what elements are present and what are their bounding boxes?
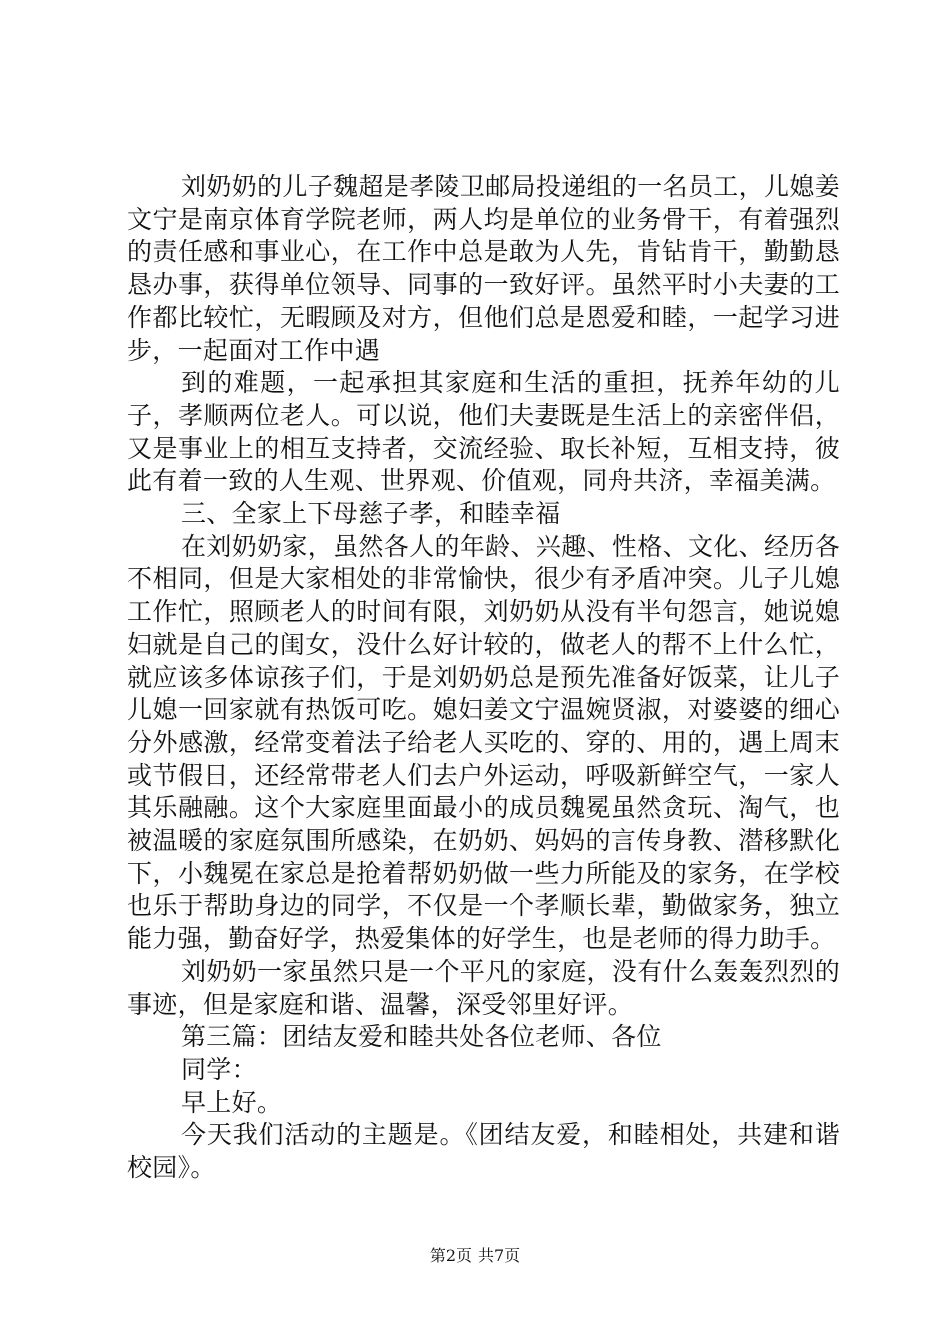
body-paragraph-2: 到的难题，一起承担其家庭和生活的重担，抚养年幼的儿子，孝顺两位老人。可以说，他们夫妻既是生活上的亲密伴侣，又是事业上的相互支持者，交流经验、取长补短，互相支持，彼此有着一致的人生观、世界观、价值观，同舟共济，幸福美满。 (127, 368, 840, 496)
body-paragraph-1: 刘奶奶的儿子魏超是孝陵卫邮局投递组的一名员工，儿媳姜文宁是南京体育学院老师，两人均是单位的业务骨干，有着强烈的责任感和事业心，在工作中总是敢为人先，肯钻肯干，勤勤恳恳办事，获得单位领导、同事的一致好评。虽然平时小夫妻的工作都比较忙，无暇顾及对方，但他们总是恩爱和睦，一起学习进步，一起面对工作中遇 (127, 172, 840, 365)
body-paragraph-5: 今天我们活动的主题是。《团结友爱，和睦相处，共建和谐校园》。 (127, 1120, 840, 1183)
page-number: 第2页 (429, 1246, 472, 1265)
page-footer (0, 1246, 950, 1266)
greeting: 早上好。 (181, 1087, 283, 1117)
salutation: 同学： (181, 1054, 257, 1084)
chapter-heading: 第三篇：团结友爱和睦共处各位老师、各位 (181, 1022, 662, 1052)
section-heading: 三、全家上下母慈子孝，和睦幸福 (181, 499, 561, 529)
page-total: 共7页 (478, 1246, 521, 1265)
body-paragraph-4: 刘奶奶一家虽然只是一个平凡的家庭，没有什么轰轰烈烈的事迹，但是家庭和谐、温馨，深受邻里好评。 (127, 956, 840, 1019)
body-paragraph-3: 在刘奶奶家，虽然各人的年龄、兴趣、性格、文化、经历各不相同，但是大家相处的非常愉快，很少有矛盾冲突。儿子儿媳工作忙，照顾老人的时间有限，刘奶奶从没有半句怨言，她说媳妇就是自己的闺女，没什么好计较的，做老人的帮不上什么忙，就应该多体谅孩子们，于是刘奶奶总是预先准备好饭菜，让儿子儿媳一回家就有热饭可吃。媳妇姜文宁温婉贤淑，对婆婆的细心分外感激，经常变着法子给老人买吃的、穿的、用的，遇上周末或节假日，还经常带老人们去户外运动，呼吸新鲜空气，一家人其乐融融。这个大家庭里面最小的成员魏冕虽然贪玩、淘气，也被温暖的家庭氛围所感染，在奶奶、妈妈的言传身教、潜移默化下，小魏冕在家总是抢着帮奶奶做一些力所能及的家务，在学校也乐于帮助身边的同学，不仅是一个孝顺长辈，勤做家务，独立能力强，勤奋好学，热爱集体的好学生，也是老师的得力助手。 (127, 531, 840, 954)
